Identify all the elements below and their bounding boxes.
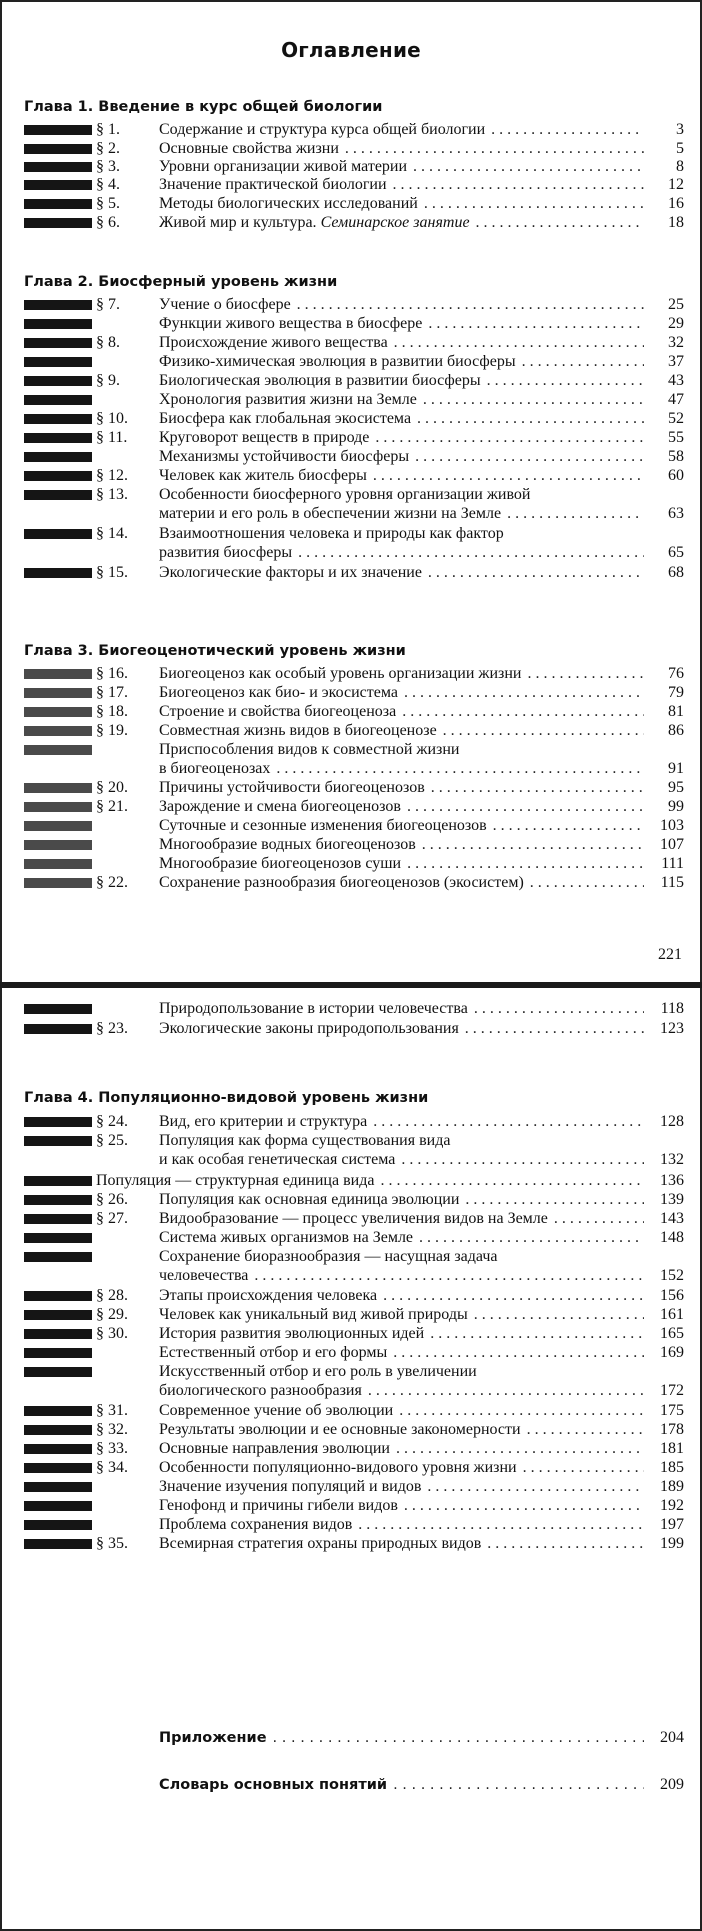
redaction-bar <box>24 1539 92 1549</box>
entry-text: Причины устойчивости биогеоценозов <box>159 779 425 796</box>
section-number: § 19. <box>96 722 128 739</box>
toc-entry[interactable] <box>2 872 700 894</box>
redaction-bar <box>24 300 92 310</box>
page-ref: 52 <box>668 410 684 427</box>
section-number: § 30. <box>96 1325 128 1342</box>
toc-entry[interactable] <box>2 1533 700 1555</box>
entry-text: Этапы происхождения человека <box>159 1287 378 1304</box>
entry-text: Многообразие водных биогеоценозов <box>159 836 416 853</box>
redaction-bar <box>24 319 92 329</box>
leader-dots <box>254 1265 644 1287</box>
entry-text: Суточные и сезонные изменения биогеоценозов <box>159 817 487 834</box>
entry-text: Живой мир и культура. <box>159 214 317 231</box>
redaction-bar <box>24 1195 92 1205</box>
section-number: § 22. <box>96 874 128 891</box>
section-number: § 12. <box>96 467 128 484</box>
redaction-bar <box>24 1463 92 1473</box>
section-number: § 17. <box>96 684 128 701</box>
page-ref: 65 <box>668 544 684 561</box>
page-ref: 136 <box>660 1172 684 1189</box>
entry-text-italic: Семинарское занятие <box>320 214 470 231</box>
leader-dots <box>393 1777 644 1793</box>
redaction-bar <box>24 1310 92 1320</box>
entry-text: материи и его роль в обеспечении жизни на Земле <box>159 505 502 522</box>
redaction-bar <box>24 688 92 698</box>
entry-text: Физико-химическая эволюция в развитии биосферы <box>159 353 516 370</box>
page-ref: 115 <box>660 874 684 891</box>
section-number: § 34. <box>96 1459 128 1476</box>
page-ref: 156 <box>660 1287 684 1304</box>
leader-dots <box>368 1380 644 1402</box>
entry-text: Происхождение живого вещества <box>159 334 388 351</box>
redaction-bar <box>24 144 92 154</box>
section-number: § 13. <box>96 486 128 503</box>
redaction-bar <box>24 1406 92 1416</box>
page-ref: 123 <box>660 1020 684 1037</box>
page-ref: 118 <box>660 1000 684 1017</box>
entry-title-line1: Взаимоотношения человека и природы как фактор <box>159 525 504 542</box>
redaction-bar <box>24 180 92 190</box>
entry-title <box>159 1533 650 1555</box>
page-ref: 132 <box>660 1151 684 1168</box>
toc-entry[interactable] <box>2 1018 700 1040</box>
leader-dots <box>428 562 644 584</box>
entry-text: Биологическая эволюция в развитии биосферы <box>159 372 481 389</box>
section-number: § 33. <box>96 1440 128 1457</box>
page-ref: 81 <box>668 703 684 720</box>
page-ref: 152 <box>660 1267 684 1284</box>
page-ref: 172 <box>660 1382 684 1399</box>
leader-dots <box>487 1533 644 1555</box>
entry-title <box>159 872 650 894</box>
entry-text: Вид, его критерии и структура <box>159 1113 368 1130</box>
section-number: § 14. <box>96 525 128 542</box>
redaction-bar <box>24 783 92 793</box>
entry-text: Значение изучения популяций и видов <box>159 1478 422 1495</box>
page-ref: 16 <box>668 195 684 212</box>
redaction-bar <box>24 162 92 172</box>
entry-title <box>159 1380 650 1402</box>
entry-title-line1: Популяция как форма существования вида <box>159 1132 451 1149</box>
redaction-bar <box>24 1024 92 1034</box>
redaction-bar <box>24 1367 92 1377</box>
redaction-bar <box>24 669 92 679</box>
entry-text: Результаты эволюции и ее основные закономерности <box>159 1421 521 1438</box>
page-ref: 95 <box>668 779 684 796</box>
page-ref: 139 <box>660 1191 684 1208</box>
entry-text: Популяция — структурная единица вида <box>96 1172 375 1189</box>
redaction-bar <box>24 726 92 736</box>
entry-text: История развития эволюционных идей <box>159 1325 425 1342</box>
entry-text: биологического разнообразия <box>159 1382 362 1399</box>
entry-text: Проблема сохранения видов <box>159 1516 353 1533</box>
page-ref: 76 <box>668 665 684 682</box>
entry-text: Естественный отбор и его формы <box>159 1344 388 1361</box>
redaction-bar <box>24 1520 92 1530</box>
entry-text: Хронология развития жизни на Земле <box>159 391 417 408</box>
glossary-page: 209 <box>660 1776 684 1793</box>
page-ref: 25 <box>668 296 684 313</box>
redaction-bar <box>24 1117 92 1127</box>
redaction-bar <box>24 452 92 462</box>
appendix-label: Приложение <box>159 1730 267 1746</box>
page-ref: 199 <box>660 1535 684 1552</box>
page-ref: 107 <box>660 836 684 853</box>
entry-text: Механизмы устойчивости биосферы <box>159 448 410 465</box>
page-ref: 111 <box>661 855 684 872</box>
page-ref: 68 <box>668 564 684 581</box>
entry-title-line1: Приспособления видов к совместной жизни <box>159 741 460 758</box>
redaction-bar <box>24 878 92 888</box>
entry-text: и как особая генетическая система <box>159 1151 396 1168</box>
entry-text: Экологические законы природопользования <box>159 1020 459 1037</box>
section-number: § 25. <box>96 1132 128 1149</box>
leader-dots <box>476 212 644 234</box>
entry-title-line1: Искусственный отбор и его роль в увеличении <box>159 1363 477 1380</box>
section-number: § 24. <box>96 1113 128 1130</box>
page-ref: 143 <box>660 1210 684 1227</box>
redaction-bar <box>24 1291 92 1301</box>
entry-text: человечества <box>159 1267 249 1284</box>
page-ref: 63 <box>668 505 684 522</box>
leader-dots <box>507 503 644 525</box>
section-number: § 9. <box>96 372 120 389</box>
chapter-1-heading: Глава 1. Введение в курс общей биологии <box>24 99 383 115</box>
section-number: § 20. <box>96 779 128 796</box>
redaction-bar <box>24 433 92 443</box>
page-ref: 47 <box>668 391 684 408</box>
section-number: § 26. <box>96 1191 128 1208</box>
entry-title <box>159 998 650 1020</box>
section-number: § 11. <box>96 429 128 446</box>
entry-text: Методы биологических исследований <box>159 195 418 212</box>
redaction-bar <box>24 1252 92 1262</box>
section-number: § 31. <box>96 1402 128 1419</box>
redaction-bar <box>24 1214 92 1224</box>
entry-text: в биогеоценозах <box>159 760 271 777</box>
entry-text: Генофонд и причины гибели видов <box>159 1497 398 1514</box>
entry-text: Видообразование — процесс увеличения видов на Земле <box>159 1210 548 1227</box>
page-ref: 185 <box>660 1459 684 1476</box>
section-number: § 3. <box>96 158 120 175</box>
toc-entry[interactable] <box>2 1361 700 1401</box>
page-ref: 32 <box>668 334 684 351</box>
entry-text: Уровни организации живой материи <box>159 158 408 175</box>
section-number: § 6. <box>96 214 120 231</box>
entry-text: Биогеоценоз как био- и экосистема <box>159 684 398 701</box>
section-number: § 16. <box>96 665 128 682</box>
page-ref: 128 <box>660 1113 684 1130</box>
redaction-bar <box>24 1329 92 1339</box>
redaction-bar <box>24 745 92 755</box>
redaction-bar <box>24 568 92 578</box>
chapter-2-heading: Глава 2. Биосферный уровень жизни <box>24 274 338 290</box>
entry-text: Человек как уникальный вид живой природы <box>159 1306 468 1323</box>
entry-text: Зарождение и смена биогеоценозов <box>159 798 401 815</box>
page-ref: 43 <box>668 372 684 389</box>
glossary-link[interactable] <box>159 1777 650 1793</box>
entry-title <box>159 542 650 564</box>
section-number: § 29. <box>96 1306 128 1323</box>
page-ref: 86 <box>668 722 684 739</box>
leader-dots <box>474 998 644 1020</box>
page-ref: 148 <box>660 1229 684 1246</box>
page-ref: 29 <box>668 315 684 332</box>
page-ref: 12 <box>668 176 684 193</box>
entry-title-line1: Сохранение биоразнообразия — насущная задача <box>159 1248 498 1265</box>
section-number: § 27. <box>96 1210 128 1227</box>
redaction-bar <box>24 125 92 135</box>
entry-title <box>159 1018 650 1040</box>
redaction-bar <box>24 490 92 500</box>
entry-title <box>159 212 650 234</box>
section-number: § 2. <box>96 140 120 157</box>
redaction-bar <box>24 357 92 367</box>
page-ref: 91 <box>668 760 684 777</box>
page-ref: 175 <box>660 1402 684 1419</box>
entry-text: Особенности популяционно-видового уровня жизни <box>159 1459 517 1476</box>
redaction-bar <box>24 1136 92 1146</box>
page-ref: 79 <box>668 684 684 701</box>
section-number: § 15. <box>96 564 128 581</box>
entry-title <box>159 1265 650 1287</box>
page-ref: 37 <box>668 353 684 370</box>
entry-text: развития биосферы <box>159 544 293 561</box>
toc-entry[interactable] <box>2 562 700 584</box>
page-ref: 181 <box>660 1440 684 1457</box>
chapter-3-heading: Глава 3. Биогеоценотический уровень жизни <box>24 643 406 659</box>
section-number: § 1. <box>96 121 120 138</box>
entry-text: Система живых организмов на Земле <box>159 1229 414 1246</box>
entry-title <box>159 503 650 525</box>
redaction-bar <box>24 1348 92 1358</box>
section-number: § 7. <box>96 296 120 313</box>
redaction-bar <box>24 199 92 209</box>
entry-title <box>159 1149 650 1171</box>
section-number: § 28. <box>96 1287 128 1304</box>
section-number: § 21. <box>96 798 128 815</box>
entry-text: Учение о биосфере <box>159 296 291 313</box>
section-number: § 35. <box>96 1535 128 1552</box>
page-ref: 60 <box>668 467 684 484</box>
redaction-bar <box>24 414 92 424</box>
toc-page-2 <box>0 988 702 1931</box>
redaction-bar <box>24 1444 92 1454</box>
page-ref: 58 <box>668 448 684 465</box>
leader-dots <box>401 1149 644 1171</box>
redaction-bar <box>24 707 92 717</box>
section-number: § 4. <box>96 176 120 193</box>
page-ref: 192 <box>660 1497 684 1514</box>
redaction-bar <box>24 395 92 405</box>
redaction-bar <box>24 802 92 812</box>
entry-text: Биогеоценоз как особый уровень организации жизни <box>159 665 522 682</box>
entry-title-line1: Особенности биосферного уровня организации живой <box>159 486 531 503</box>
entry-text: Содержание и структура курса общей биологии <box>159 121 486 138</box>
appendix-link[interactable] <box>159 1730 650 1746</box>
page-ref: 99 <box>668 798 684 815</box>
page-ref: 3 <box>676 121 684 138</box>
toc-entry[interactable] <box>2 212 700 234</box>
redaction-bar <box>24 376 92 386</box>
entry-text: Экологические факторы и их значение <box>159 564 422 581</box>
entry-text: Значение практической биологии <box>159 176 387 193</box>
entry-text: Всемирная стратегия охраны природных видов <box>159 1535 482 1552</box>
page-ref: 169 <box>660 1344 684 1361</box>
page-ref: 8 <box>676 158 684 175</box>
glossary-label: Словарь основных понятий <box>159 1777 388 1793</box>
toc-entry[interactable] <box>2 1246 700 1286</box>
section-number: § 8. <box>96 334 120 351</box>
entry-text: Современное учение об эволюции <box>159 1402 394 1419</box>
entry-text: Строение и свойства биогеоценоза <box>159 703 397 720</box>
redaction-bar <box>24 821 92 831</box>
toc-entry[interactable] <box>2 998 700 1020</box>
redaction-bar <box>24 1501 92 1511</box>
page-ref: 178 <box>660 1421 684 1438</box>
page-title: Оглавление <box>281 38 421 62</box>
redaction-bar <box>24 859 92 869</box>
leader-dots <box>273 1730 644 1746</box>
redaction-bar <box>24 1482 92 1492</box>
toc-entry[interactable] <box>2 739 700 779</box>
entry-text: Функции живого вещества в биосфере <box>159 315 423 332</box>
page-ref: 197 <box>660 1516 684 1533</box>
section-number: § 10. <box>96 410 128 427</box>
entry-text: Биосфера как глобальная экосистема <box>159 410 412 427</box>
redaction-bar <box>24 529 92 539</box>
entry-text: Основные свойства жизни <box>159 140 339 157</box>
entry-text: Сохранение разнообразия биогеоценозов (экосистем) <box>159 874 524 891</box>
page-ref: 165 <box>660 1325 684 1342</box>
page-number: 221 <box>658 946 682 963</box>
entry-text: Круговорот веществ в природе <box>159 429 370 446</box>
page-ref: 103 <box>660 817 684 834</box>
leader-dots <box>530 872 644 894</box>
leader-dots <box>465 1018 644 1040</box>
section-number: § 32. <box>96 1421 128 1438</box>
page-ref: 18 <box>668 214 684 231</box>
page-ref: 55 <box>668 429 684 446</box>
page-ref: 5 <box>676 140 684 157</box>
section-number: § 5. <box>96 195 120 212</box>
section-number: § 23. <box>96 1020 128 1037</box>
leader-dots <box>298 542 644 564</box>
redaction-bar <box>24 471 92 481</box>
entry-text: Многообразие биогеоценозов суши <box>159 855 402 872</box>
page-ref: 189 <box>660 1478 684 1495</box>
redaction-bar <box>24 1176 92 1186</box>
redaction-bar <box>24 1004 92 1014</box>
toc-entry[interactable] <box>2 1130 700 1170</box>
redaction-bar <box>24 840 92 850</box>
entry-text: Совместная жизнь видов в биогеоценозе <box>159 722 437 739</box>
toc-entry[interactable] <box>2 523 700 563</box>
entry-title <box>159 562 650 584</box>
section-number: § 18. <box>96 703 128 720</box>
redaction-bar <box>24 218 92 228</box>
entry-text: Природопользование в истории человечества <box>159 1000 468 1017</box>
page-ref: 161 <box>660 1306 684 1323</box>
redaction-bar <box>24 338 92 348</box>
redaction-bar <box>24 1233 92 1243</box>
appendix-page: 204 <box>660 1729 684 1746</box>
entry-text: Человек как житель биосферы <box>159 467 367 484</box>
chapter-4-heading: Глава 4. Популяционно-видовой уровень жизни <box>24 1090 429 1106</box>
redaction-bar <box>24 1425 92 1435</box>
toc-entry[interactable] <box>2 484 700 524</box>
entry-text: Популяция как основная единица эволюции <box>159 1191 460 1208</box>
entry-text: Основные направления эволюции <box>159 1440 390 1457</box>
